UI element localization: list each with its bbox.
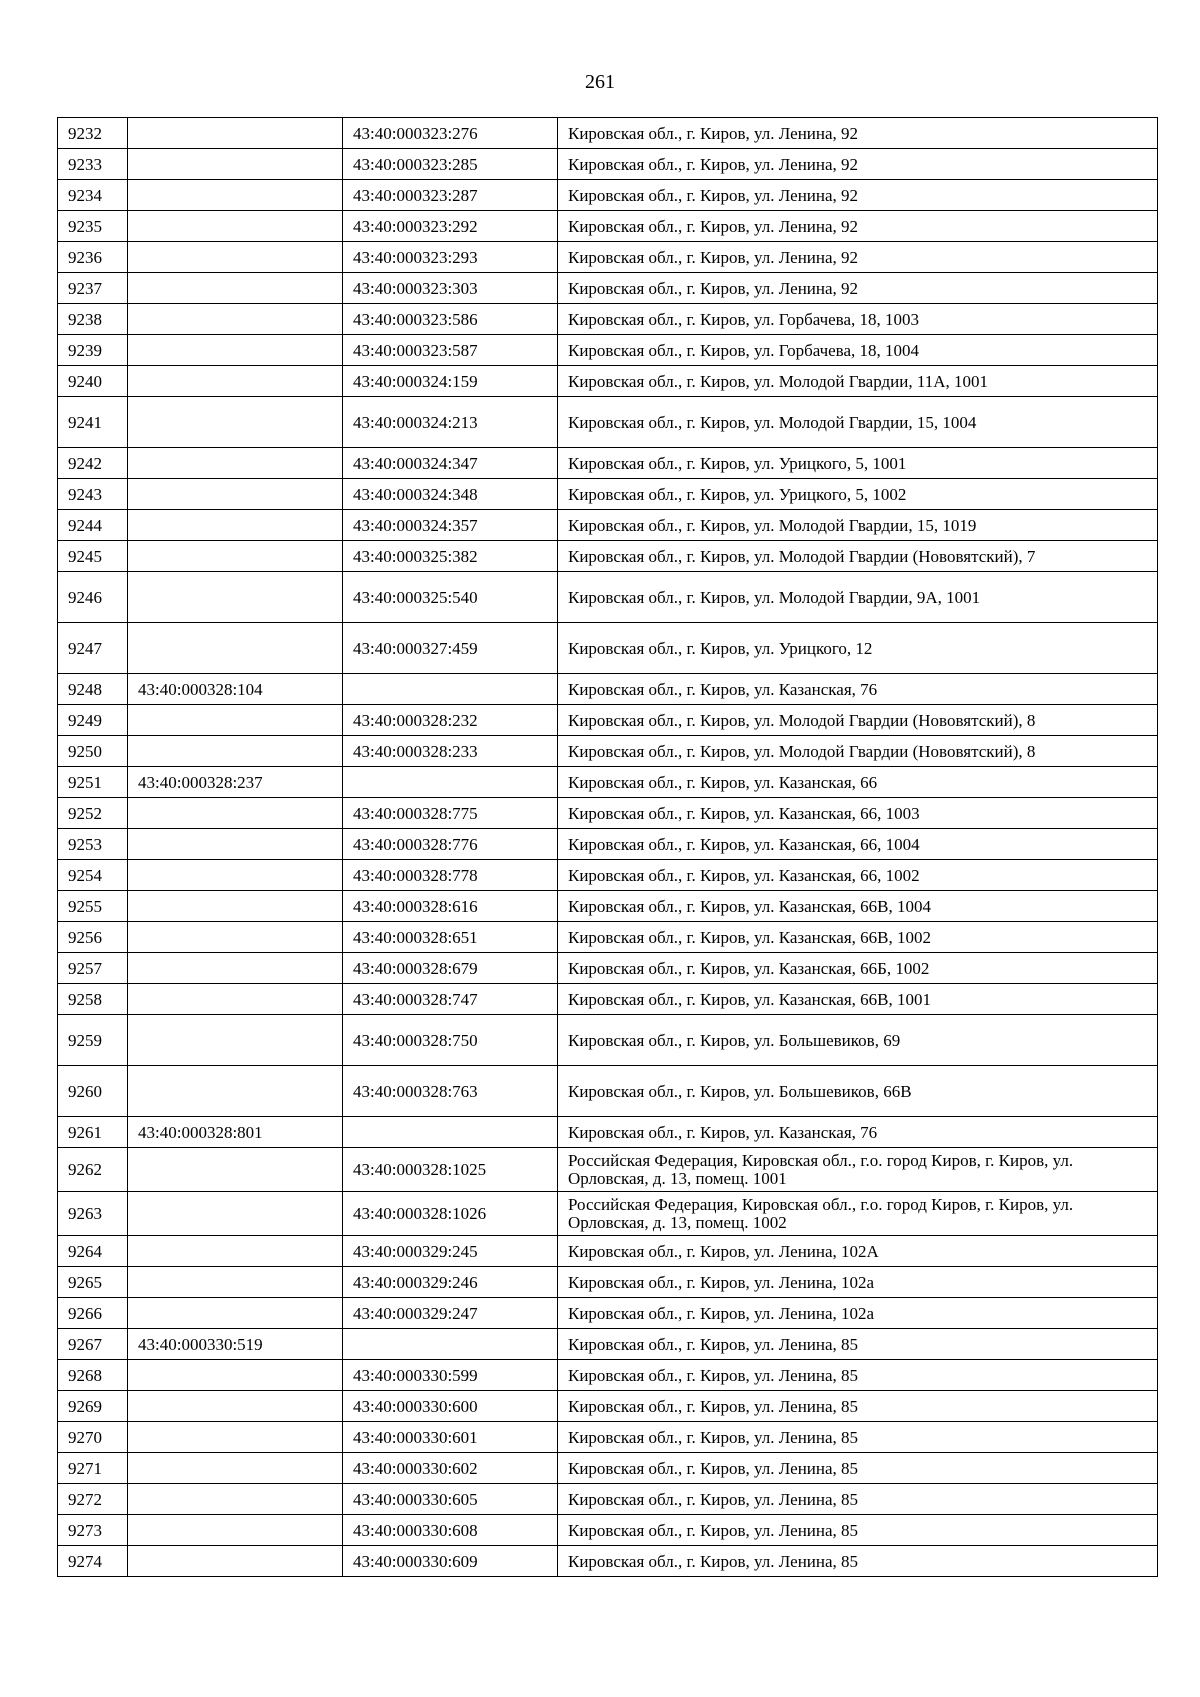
row-number-cell: 9246 — [58, 572, 128, 623]
table-row — [58, 304, 1158, 335]
table-row — [58, 479, 1158, 510]
row-number-cell: 9239 — [58, 335, 128, 366]
address-cell: Кировская обл., г. Киров, ул. Ленина, 85 — [558, 1360, 1158, 1391]
address-cell: Кировская обл., г. Киров, ул. Ленина, 92 — [558, 118, 1158, 149]
row-number-cell: 9247 — [58, 623, 128, 674]
land-cadastral-number-cell — [128, 860, 343, 891]
table-row — [58, 1148, 1158, 1192]
table-row — [58, 273, 1158, 304]
object-cadastral-number-cell: 43:40:000324:159 — [343, 366, 558, 397]
table-row — [58, 397, 1158, 448]
address-cell: Кировская обл., г. Киров, ул. Ленина, 85 — [558, 1453, 1158, 1484]
object-cadastral-number-cell: 43:40:000330:601 — [343, 1422, 558, 1453]
object-cadastral-number-cell: 43:40:000323:293 — [343, 242, 558, 273]
table-row — [58, 242, 1158, 273]
row-number-cell: 9262 — [58, 1148, 128, 1192]
address-cell: Кировская обл., г. Киров, ул. Ленина, 85 — [558, 1391, 1158, 1422]
table-row — [58, 984, 1158, 1015]
land-cadastral-number-cell — [128, 623, 343, 674]
object-cadastral-number-cell: 43:40:000328:776 — [343, 829, 558, 860]
address-cell: Кировская обл., г. Киров, ул. Казанская, 66, 1003 — [558, 798, 1158, 829]
land-cadastral-number-cell — [128, 798, 343, 829]
address-cell: Кировская обл., г. Киров, ул. Урицкого, 5, 1001 — [558, 448, 1158, 479]
row-number-cell: 9270 — [58, 1422, 128, 1453]
row-number-cell: 9242 — [58, 448, 128, 479]
land-cadastral-number-cell — [128, 479, 343, 510]
address-cell: Кировская обл., г. Киров, ул. Горбачева, 18, 1004 — [558, 335, 1158, 366]
land-cadastral-number-cell — [128, 1484, 343, 1515]
land-cadastral-number-cell — [128, 273, 343, 304]
land-cadastral-number-cell — [128, 1192, 343, 1236]
row-number-cell: 9274 — [58, 1546, 128, 1577]
address-cell: Кировская обл., г. Киров, ул. Молодой Гвардии (Нововятский), 7 — [558, 541, 1158, 572]
object-cadastral-number-cell: 43:40:000328:232 — [343, 705, 558, 736]
object-cadastral-number-cell: 43:40:000325:382 — [343, 541, 558, 572]
land-cadastral-number-cell — [128, 304, 343, 335]
table-row — [58, 1422, 1158, 1453]
table-row — [58, 1329, 1158, 1360]
table-row — [58, 448, 1158, 479]
table-row — [58, 1066, 1158, 1117]
land-cadastral-number-cell — [128, 922, 343, 953]
row-number-cell: 9234 — [58, 180, 128, 211]
table-row — [58, 510, 1158, 541]
object-cadastral-number-cell — [343, 1329, 558, 1360]
table-row — [58, 1298, 1158, 1329]
row-number-cell: 9256 — [58, 922, 128, 953]
land-cadastral-number-cell — [128, 1453, 343, 1484]
address-cell: Кировская обл., г. Киров, ул. Казанская, 66, 1002 — [558, 860, 1158, 891]
table-body — [58, 118, 1158, 1577]
table-row — [58, 1236, 1158, 1267]
object-cadastral-number-cell: 43:40:000328:747 — [343, 984, 558, 1015]
object-cadastral-number-cell: 43:40:000328:651 — [343, 922, 558, 953]
row-number-cell: 9265 — [58, 1267, 128, 1298]
table-row — [58, 541, 1158, 572]
object-cadastral-number-cell: 43:40:000324:347 — [343, 448, 558, 479]
object-cadastral-number-cell: 43:40:000323:292 — [343, 211, 558, 242]
address-cell: Кировская обл., г. Киров, ул. Ленина, 102а — [558, 1298, 1158, 1329]
row-number-cell: 9233 — [58, 149, 128, 180]
object-cadastral-number-cell: 43:40:000328:616 — [343, 891, 558, 922]
table-row — [58, 922, 1158, 953]
object-cadastral-number-cell: 43:40:000330:608 — [343, 1515, 558, 1546]
row-number-cell: 9232 — [58, 118, 128, 149]
table-row — [58, 1453, 1158, 1484]
address-cell: Российская Федерация, Кировская обл., г.о. город Киров, г. Киров, ул. Орловская, д. 13, помещ. 1002 — [558, 1192, 1158, 1236]
address-cell: Кировская обл., г. Киров, ул. Молодой Гвардии, 11А, 1001 — [558, 366, 1158, 397]
land-cadastral-number-cell — [128, 397, 343, 448]
object-cadastral-number-cell: 43:40:000323:287 — [343, 180, 558, 211]
table-row — [58, 1192, 1158, 1236]
property-registry-table — [57, 117, 1158, 1577]
land-cadastral-number-cell — [128, 1015, 343, 1066]
table-row — [58, 211, 1158, 242]
row-number-cell: 9263 — [58, 1192, 128, 1236]
object-cadastral-number-cell: 43:40:000330:600 — [343, 1391, 558, 1422]
address-cell: Кировская обл., г. Киров, ул. Казанская, 66В, 1004 — [558, 891, 1158, 922]
object-cadastral-number-cell: 43:40:000330:599 — [343, 1360, 558, 1391]
object-cadastral-number-cell: 43:40:000328:775 — [343, 798, 558, 829]
table-row — [58, 572, 1158, 623]
object-cadastral-number-cell — [343, 1117, 558, 1148]
row-number-cell: 9244 — [58, 510, 128, 541]
land-cadastral-number-cell — [128, 1298, 343, 1329]
address-cell: Кировская обл., г. Киров, ул. Ленина, 85 — [558, 1546, 1158, 1577]
object-cadastral-number-cell: 43:40:000328:1026 — [343, 1192, 558, 1236]
row-number-cell: 9260 — [58, 1066, 128, 1117]
address-cell: Кировская обл., г. Киров, ул. Молодой Гвардии (Нововятский), 8 — [558, 736, 1158, 767]
row-number-cell: 9238 — [58, 304, 128, 335]
row-number-cell: 9272 — [58, 1484, 128, 1515]
address-cell: Кировская обл., г. Киров, ул. Казанская, 66 — [558, 767, 1158, 798]
row-number-cell: 9243 — [58, 479, 128, 510]
object-cadastral-number-cell: 43:40:000323:586 — [343, 304, 558, 335]
land-cadastral-number-cell — [128, 510, 343, 541]
address-cell: Кировская обл., г. Киров, ул. Молодой Гвардии, 15, 1019 — [558, 510, 1158, 541]
address-cell: Кировская обл., г. Киров, ул. Ленина, 92 — [558, 273, 1158, 304]
land-cadastral-number-cell — [128, 149, 343, 180]
land-cadastral-number-cell — [128, 736, 343, 767]
table-row — [58, 953, 1158, 984]
land-cadastral-number-cell — [128, 448, 343, 479]
row-number-cell: 9236 — [58, 242, 128, 273]
address-cell: Кировская обл., г. Киров, ул. Ленина, 85 — [558, 1484, 1158, 1515]
address-cell: Кировская обл., г. Киров, ул. Казанская, 66В, 1001 — [558, 984, 1158, 1015]
row-number-cell: 9252 — [58, 798, 128, 829]
row-number-cell: 9241 — [58, 397, 128, 448]
row-number-cell: 9257 — [58, 953, 128, 984]
land-cadastral-number-cell — [128, 541, 343, 572]
address-cell: Российская Федерация, Кировская обл., г.о. город Киров, г. Киров, ул. Орловская, д. 13, помещ. 1001 — [558, 1148, 1158, 1192]
land-cadastral-number-cell: 43:40:000330:519 — [128, 1329, 343, 1360]
address-cell: Кировская обл., г. Киров, ул. Урицкого, 5, 1002 — [558, 479, 1158, 510]
land-cadastral-number-cell — [128, 829, 343, 860]
row-number-cell: 9237 — [58, 273, 128, 304]
object-cadastral-number-cell: 43:40:000323:303 — [343, 273, 558, 304]
land-cadastral-number-cell — [128, 953, 343, 984]
land-cadastral-number-cell — [128, 572, 343, 623]
address-cell: Кировская обл., г. Киров, ул. Ленина, 85 — [558, 1422, 1158, 1453]
table-row — [58, 1484, 1158, 1515]
object-cadastral-number-cell: 43:40:000330:609 — [343, 1546, 558, 1577]
object-cadastral-number-cell: 43:40:000323:587 — [343, 335, 558, 366]
object-cadastral-number-cell: 43:40:000324:213 — [343, 397, 558, 448]
land-cadastral-number-cell — [128, 1267, 343, 1298]
table-row — [58, 891, 1158, 922]
object-cadastral-number-cell: 43:40:000328:750 — [343, 1015, 558, 1066]
object-cadastral-number-cell: 43:40:000328:778 — [343, 860, 558, 891]
table-row — [58, 1546, 1158, 1577]
land-cadastral-number-cell — [128, 211, 343, 242]
object-cadastral-number-cell: 43:40:000323:285 — [343, 149, 558, 180]
address-cell: Кировская обл., г. Киров, ул. Урицкого, 12 — [558, 623, 1158, 674]
row-number-cell: 9271 — [58, 1453, 128, 1484]
table-row — [58, 1267, 1158, 1298]
object-cadastral-number-cell — [343, 767, 558, 798]
table-row — [58, 623, 1158, 674]
row-number-cell: 9253 — [58, 829, 128, 860]
land-cadastral-number-cell — [128, 335, 343, 366]
object-cadastral-number-cell: 43:40:000325:540 — [343, 572, 558, 623]
table-row — [58, 180, 1158, 211]
land-cadastral-number-cell — [128, 1360, 343, 1391]
table-row — [58, 1515, 1158, 1546]
row-number-cell: 9240 — [58, 366, 128, 397]
row-number-cell: 9249 — [58, 705, 128, 736]
row-number-cell: 9248 — [58, 674, 128, 705]
object-cadastral-number-cell: 43:40:000329:247 — [343, 1298, 558, 1329]
address-cell: Кировская обл., г. Киров, ул. Казанская, 76 — [558, 674, 1158, 705]
object-cadastral-number-cell: 43:40:000329:246 — [343, 1267, 558, 1298]
row-number-cell: 9268 — [58, 1360, 128, 1391]
land-cadastral-number-cell — [128, 1066, 343, 1117]
address-cell: Кировская обл., г. Киров, ул. Молодой Гвардии, 15, 1004 — [558, 397, 1158, 448]
land-cadastral-number-cell — [128, 984, 343, 1015]
page-number: 261 — [585, 71, 615, 93]
land-cadastral-number-cell — [128, 180, 343, 211]
address-cell: Кировская обл., г. Киров, ул. Ленина, 92 — [558, 149, 1158, 180]
table-row — [58, 674, 1158, 705]
row-number-cell: 9254 — [58, 860, 128, 891]
address-cell: Кировская обл., г. Киров, ул. Ленина, 85 — [558, 1329, 1158, 1360]
table-row — [58, 149, 1158, 180]
address-cell: Кировская обл., г. Киров, ул. Ленина, 92 — [558, 211, 1158, 242]
address-cell: Кировская обл., г. Киров, ул. Большевиков, 66В — [558, 1066, 1158, 1117]
object-cadastral-number-cell: 43:40:000327:459 — [343, 623, 558, 674]
land-cadastral-number-cell — [128, 118, 343, 149]
row-number-cell: 9259 — [58, 1015, 128, 1066]
table-row — [58, 705, 1158, 736]
row-number-cell: 9273 — [58, 1515, 128, 1546]
row-number-cell: 9266 — [58, 1298, 128, 1329]
row-number-cell: 9250 — [58, 736, 128, 767]
table-row — [58, 860, 1158, 891]
address-cell: Кировская обл., г. Киров, ул. Казанская, 76 — [558, 1117, 1158, 1148]
land-cadastral-number-cell — [128, 366, 343, 397]
land-cadastral-number-cell — [128, 1515, 343, 1546]
address-cell: Кировская обл., г. Киров, ул. Ленина, 85 — [558, 1515, 1158, 1546]
object-cadastral-number-cell: 43:40:000328:1025 — [343, 1148, 558, 1192]
table-row — [58, 798, 1158, 829]
address-cell: Кировская обл., г. Киров, ул. Горбачева, 18, 1003 — [558, 304, 1158, 335]
object-cadastral-number-cell — [343, 674, 558, 705]
row-number-cell: 9235 — [58, 211, 128, 242]
object-cadastral-number-cell: 43:40:000330:602 — [343, 1453, 558, 1484]
table-row — [58, 1117, 1158, 1148]
land-cadastral-number-cell — [128, 1236, 343, 1267]
address-cell: Кировская обл., г. Киров, ул. Молодой Гвардии, 9А, 1001 — [558, 572, 1158, 623]
address-cell: Кировская обл., г. Киров, ул. Казанская, 66В, 1002 — [558, 922, 1158, 953]
row-number-cell: 9251 — [58, 767, 128, 798]
land-cadastral-number-cell — [128, 891, 343, 922]
address-cell: Кировская обл., г. Киров, ул. Ленина, 92 — [558, 180, 1158, 211]
land-cadastral-number-cell — [128, 1546, 343, 1577]
address-cell: Кировская обл., г. Киров, ул. Ленина, 102А — [558, 1236, 1158, 1267]
address-cell: Кировская обл., г. Киров, ул. Большевиков, 69 — [558, 1015, 1158, 1066]
row-number-cell: 9269 — [58, 1391, 128, 1422]
row-number-cell: 9258 — [58, 984, 128, 1015]
land-cadastral-number-cell: 43:40:000328:104 — [128, 674, 343, 705]
object-cadastral-number-cell: 43:40:000328:233 — [343, 736, 558, 767]
object-cadastral-number-cell: 43:40:000329:245 — [343, 1236, 558, 1267]
address-cell: Кировская обл., г. Киров, ул. Казанская, 66, 1004 — [558, 829, 1158, 860]
table-row — [58, 366, 1158, 397]
table-row — [58, 736, 1158, 767]
table-row — [58, 335, 1158, 366]
row-number-cell: 9255 — [58, 891, 128, 922]
table-row — [58, 1015, 1158, 1066]
address-cell: Кировская обл., г. Киров, ул. Казанская, 66Б, 1002 — [558, 953, 1158, 984]
land-cadastral-number-cell: 43:40:000328:237 — [128, 767, 343, 798]
object-cadastral-number-cell: 43:40:000324:348 — [343, 479, 558, 510]
land-cadastral-number-cell — [128, 1148, 343, 1192]
table-row — [58, 118, 1158, 149]
row-number-cell: 9245 — [58, 541, 128, 572]
object-cadastral-number-cell: 43:40:000328:679 — [343, 953, 558, 984]
land-cadastral-number-cell — [128, 242, 343, 273]
table-row — [58, 1391, 1158, 1422]
land-cadastral-number-cell — [128, 1422, 343, 1453]
land-cadastral-number-cell: 43:40:000328:801 — [128, 1117, 343, 1148]
table-row — [58, 1360, 1158, 1391]
object-cadastral-number-cell: 43:40:000324:357 — [343, 510, 558, 541]
table-row — [58, 767, 1158, 798]
object-cadastral-number-cell: 43:40:000328:763 — [343, 1066, 558, 1117]
address-cell: Кировская обл., г. Киров, ул. Ленина, 102а — [558, 1267, 1158, 1298]
land-cadastral-number-cell — [128, 705, 343, 736]
row-number-cell: 9264 — [58, 1236, 128, 1267]
row-number-cell: 9267 — [58, 1329, 128, 1360]
object-cadastral-number-cell: 43:40:000323:276 — [343, 118, 558, 149]
table-row — [58, 829, 1158, 860]
address-cell: Кировская обл., г. Киров, ул. Ленина, 92 — [558, 242, 1158, 273]
land-cadastral-number-cell — [128, 1391, 343, 1422]
address-cell: Кировская обл., г. Киров, ул. Молодой Гвардии (Нововятский), 8 — [558, 705, 1158, 736]
row-number-cell: 9261 — [58, 1117, 128, 1148]
object-cadastral-number-cell: 43:40:000330:605 — [343, 1484, 558, 1515]
